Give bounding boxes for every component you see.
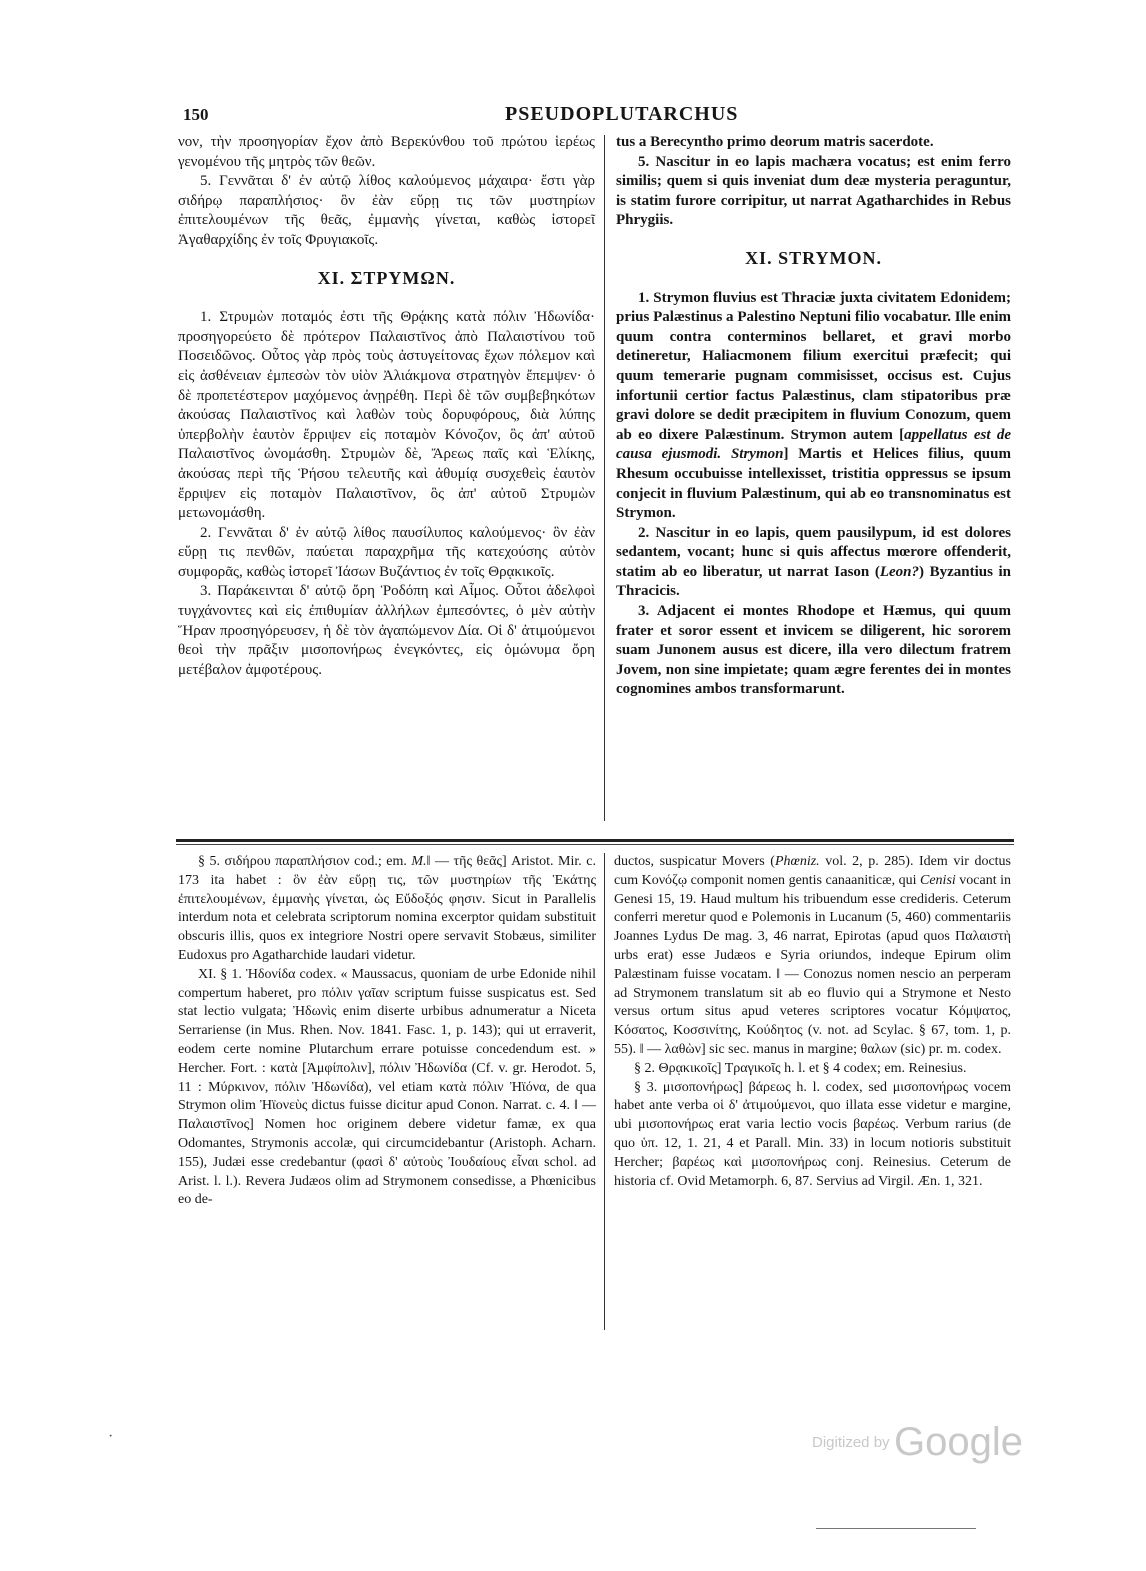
notes-separator-thin <box>176 844 1014 845</box>
footnote-text: vocant in Genesi 15, 19. Haud multum his tribuendum esse credideris. Ceterum conferri meretur quod e Polemonis in Lucanum (5, 460) commentariis Joannes Lydus De mag. 3, 46 narrat, Epirotas (apud quos Παλαιστὴ urbs erat) esse Judæos e Syria oriundos, indeque Epirum olim Palæstinam fuisse vocatam. ‖ — Conozus nomen nescio an perperam ad Strymonem translatum sit ab eo fluvio qui a Strymone et Nesto versus ortum situs apud veteres scriptores vocatur Κόμψατος, Κόσατος, Κοσσινίτης, Κούδητος (v. not. ad Scylac. § 67, tom. 1, p. 55). ‖ — λαθὼν] sic sec. manus in margine; θαλων (sic) pr. m. codex. <box>614 872 1012 1057</box>
latin-paragraph-continuation: tus a Berecyntho primo deorum matris sacerdote. <box>616 134 934 150</box>
greek-paragraph-2: 2. Γεννᾶται δ' ἐν αὐτῷ λίθος παυσίλυπος καλούμενος· ὃν ἐὰν εὕρῃ τις πενθῶν, παύεται παραχρῆμα τῆς κατεχούσης αὐτὸν συμφορᾶς, καθὼς ἱστορεῖ Ἰάσων Βυζάντιος ἐν τοῖς Θρᾳκικοῖς. <box>178 524 595 580</box>
footnote-text: ductos, suspicatur Movers ( <box>614 854 775 869</box>
digitization-watermark <box>812 1420 1023 1465</box>
latin-paragraph-3: 3. Adjacent ei montes Rhodope et Hæmus, qui quum frater et soror essent et invicem se diligerent, hic sororem suam Junonem ausus est dicere, illa vero dilectum fratrem Jovem, non sine impietate; quam ægre ferentes dei in montes cognomines ambos transformarunt. <box>616 603 1011 698</box>
stray-ink-mark: · <box>108 1428 114 1445</box>
greek-paragraph-1: 1. Στρυμὼν ποταμός ἐστι τῆς Θρᾴκης κατὰ πόλιν Ἠδωνίδα· προσηγορεύετο δὲ πρότερον Παλαιστῖνος ἀπὸ Παλαιστίνου τοῦ Ποσειδῶνος. Οὗτος γὰρ πρὸς τοὺς ἀστυγείτονας ἔχων πόλεμον καὶ εἰς ἀσθένειαν ἐμπεσὼν τὸν υἱὸν Ἀλιάκμονα στρατηγὸν ἔπεμψεν· ὁ δὲ προπετέστερον μαχόμενος ἀνῃρέθη. Περὶ δὲ τῶν συμβεβηκότων ἀκούσας Παλαιστῖνος καὶ λαθὼν τοὺς δορυφόρους, διὰ λύπης ὑπερβολὴν ἑαυτὸν ἔρριψεν εἰς ποταμὸν Κόνοζον, ὃς ἀπ' αὐτοῦ Παλαιστῖνος ὠνομάσθη. Στρυμὼν δὲ, Ἄρεως παῖς καὶ Ἑλίκης, ἀκούσας περὶ τῆς Ῥήσου τελευτῆς καὶ ἀθυμίᾳ συσχεθεὶς ἑαυτὸν ἔρριψεν εἰς ποταμὸν Παλαιστῖνον, ὃς ἀπ' αὐτοῦ Στρυμὼν μετωνομάσθη. <box>178 309 595 522</box>
column-divider <box>604 135 605 821</box>
latin-text-column <box>616 133 1011 700</box>
greek-paragraph-3: 3. Παράκεινται δ' αὐτῷ ὄρη Ῥοδόπη καὶ Αἷμος. Οὗτοι ἀδελφοὶ τυγχάνοντες καὶ εἰς ἐπιθυμίαν ἀλλήλων ἐμπεσόντες, ὁ μὲν αὐτὴν Ἥραν προσηγόρευσεν, ἡ δὲ τὸν ἀγαπώμενον Δία. Οἱ δ' ἀτιμούμενοι θεοὶ τὴν πρᾶξιν μισοπονήρως ἐνεγκόντες, εἰς ὁμώνυμα ὄρη μετέβαλον ἀμφοτέρους. <box>178 583 595 678</box>
latin-italic-text: Leon? <box>879 563 919 580</box>
latin-section-heading: XI. STRYMON. <box>745 247 882 268</box>
footnote-italic: Phœniz. <box>774 854 820 869</box>
footnotes-right-column <box>614 853 1011 1191</box>
page-number: 150 <box>183 105 209 124</box>
watermark-logo-text: Google <box>894 1420 1023 1464</box>
watermark-small-text: Digitized by <box>812 1434 890 1451</box>
latin-text: 1. Strymon fluvius est Thraciæ juxta civitatem Edonidem; prius Palæstinus a Palestino Neptuni filio vocabatur. Ille enim quum contra conterminos bellaret, et gravi morbo detineretur, Haliacmonem filium exercitui præfecit; qui quum temerarie pugnam commisisset, occisus est. Cujus infortunii certior factus Palæstinus, clam stipatoribus præ gravi dolore se dedit præcipitem in fluvium Conozum, quem ab eo dixere Palæstinum. Strymon autem [ <box>616 289 1011 443</box>
latin-text: ] Martis et Helices filius, quum Rhesum occubuisse intellexisset, tristitia oppressus se ipsum conjecit in fluvium Palæstinum, qui ab eo transnominatus est Strymon. <box>616 446 1011 522</box>
footnote <box>614 853 1011 1060</box>
bottom-rule <box>816 1528 976 1529</box>
notes-separator-thick <box>176 839 1014 842</box>
footnote-text: vol. 2, p. 285). Idem vir doctus cum Κονόζῳ componit nomen gentis canaaniticæ, qui <box>614 854 1012 888</box>
latin-text: ) Byzantius in Thracicis. <box>616 563 1011 600</box>
footnote-text: § 5. σιδήρου παραπλήσιον cod.; em. <box>198 854 407 869</box>
running-head: PSEUDOPLUTARCHUS <box>505 103 739 125</box>
footnote <box>178 853 596 966</box>
footnote: § 2. Θρᾳκικοῖς] Τραγικοῖς h. l. et § 4 codex; em. Reinesius. <box>634 1060 967 1076</box>
footnote: XI. § 1. Ἠδονίδα codex. « Maussacus, quoniam de urbe Edonide nihil compertum haberet, pro πόλιν γαῖαν scriptum fuisse suspicatus est. Sed stat lectio vulgata; Ἠδωνὶς enim diserte urbibus adnumeratur a Niceta Serrariense (in Mus. Rhen. Nov. 1841. Fasc. 1, p. 143); qui ut erraverit, eodem certe nomine Plutarchum errare potuisse concedendum est. » Hercher. Fort. : κατὰ [Ἀμφίπολιν], πόλιν Ἠδωνίδα (Cf. v. gr. Herodot. 5, 11 : Μύρκινον, πόλιν Ἠδωνίδα), vel etiam κατὰ πόλιν Ἠϊόνα, de qua Strymon olim Ἠϊονεὺς dictus fuisse dicitur apud Conon. Narrat. c. 4. ‖ — Παλαιστῖνος] Nomen hoc originem debere videtur famæ, ex qua Odomantes, Strymonis accolæ, qui circumcidebantur (Aristoph. Acharn. 155), Judæi esse credebantur (φασὶ δ' αὐτοὺς Ἰουδαίους εἶναι schol. ad Arist. l. l.). Revera Judæos olim ad Strymonem consedisse, a Phœnicibus eo de- <box>178 966 596 1208</box>
latin-text: 2. Nascitur in eo lapis, quem pausilypum, id est dolores sedantem, vocant; hunc si quis affectus mœrore offenderit, statim ab eo liberatur, ut narrat Iason ( <box>616 524 1011 580</box>
latin-paragraph-2 <box>616 524 1011 602</box>
footnote-italic: M. <box>411 854 427 869</box>
footnote-text: ‖ — τῆς θεᾶς] Aristot. Mir. c. 173 ita habet : ὃν ἐὰν εὕρῃ τις, τῶν μυστηρίων τῆς Ἑκάτης ἐπιτελουμένων, ἐμμανὴς γίνεται, ὡς Εὔδοξός φησιν. Sicut in Parallelis interdum nota et celebrata scriptorum nomina excerptor quidam substituit obscuris illis, quos ex integriore Nostri opere servavit Stobæus, similiter Eudoxus pro Agatharchide laudari videtur. <box>178 854 597 963</box>
greek-paragraph-continuation: νον, τὴν προσηγορίαν ἔχον ἀπὸ Βερεκύνθου τοῦ πρώτου ἱερέως γενομένου τῆς μητρὸς τῶν θεῶν. <box>178 134 595 170</box>
greek-paragraph-5: 5. Γεννᾶται δ' ἐν αὐτῷ λίθος καλούμενος μάχαιρα· ἔστι γὰρ σιδήρῳ παραπλήσιος· ὃν ἐὰν εὕρῃ τις τῶν μυστηρίων ἐπιτελουμένων τῆς θεᾶς, ἐμμανὴς γίνεται, καθὼς ἱστορεῖ Ἀγαθαρχίδης ἐν τοῖς Φρυγιακοῖς. <box>178 173 595 248</box>
greek-text-column <box>178 133 595 680</box>
latin-paragraph-5: 5. Nascitur in eo lapis machæra vocatus; est enim ferro similis; quem si quis inveniat dum deæ mysteria peraguntur, is statim furore corripitur, ut narrat Agatharchides in Rebus Phrygiis. <box>616 153 1011 229</box>
footnotes-left-column <box>178 853 596 1210</box>
latin-italic-text: appellatus est de causa ejusmodi. Strymon <box>616 426 1011 463</box>
greek-section-heading: XI. ΣΤΡΥΜΩΝ. <box>317 267 456 288</box>
footnote-italic: Cenisi <box>920 872 956 888</box>
footnote: § 3. μισοπονήρως] βάρεως h. l. codex, sed μισοπονήρως vocem habet ante verba οἱ δ' ἀτιμούμενοι, quo illata esse videtur e margine, ubi μισοπονήρως erat varia lectio vocis βαρέως. Verbum rarius (de quo ὑπ. 12, 1. 21, 4 et Parall. Min. 33) in locum notioris substituit Hercher; βαρέως καὶ μισοπονήρως conj. Reinesius. Ceterum de historia cf. Ovid Metamorph. 6, 87. Servius ad Virgil. Æn. 1, 321. <box>614 1079 1011 1189</box>
latin-paragraph-1 <box>616 289 1011 524</box>
notes-column-divider <box>604 853 605 1330</box>
